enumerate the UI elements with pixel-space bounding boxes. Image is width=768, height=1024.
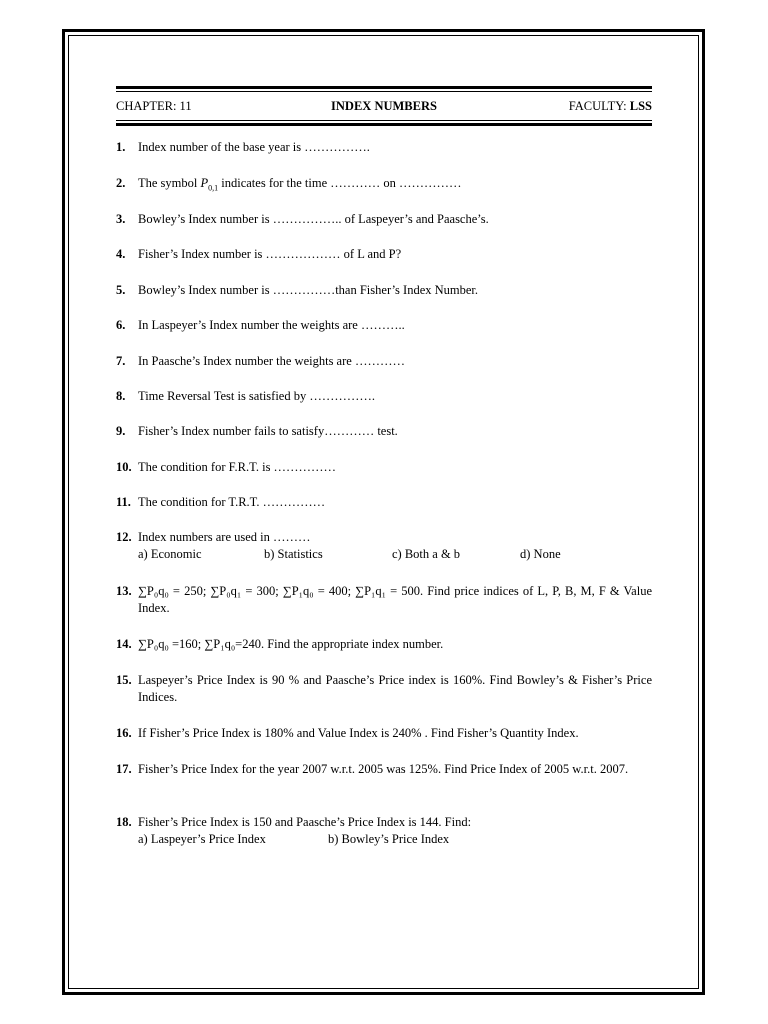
- question-number: 12.: [116, 530, 132, 544]
- question-number: 18.: [116, 815, 132, 829]
- option-d: d) None: [520, 547, 561, 561]
- question-text: Time Reversal Test is satisfied by …………….: [138, 389, 375, 403]
- question-text: Laspeyer’s Price Index is 90 % and Paasche’s Price index is 160%. Find Bowley’s & Fisher’s Price Indices.: [138, 673, 652, 704]
- symbol-p: P: [200, 176, 209, 190]
- header-rule-bottom-thin: [116, 120, 652, 121]
- question-item: [116, 583, 652, 617]
- question-item: [116, 494, 652, 511]
- question-number: 4.: [116, 247, 126, 261]
- question-number: 5.: [116, 283, 126, 297]
- question-number: 16.: [116, 726, 132, 740]
- question-item: [116, 282, 652, 299]
- question-number: 1.: [116, 140, 126, 154]
- question-item: [116, 814, 652, 848]
- question-text: ∑P₀q₀ =160; ∑P₁q₀=240. Find the appropriate index number.: [138, 637, 444, 651]
- question-number: 17.: [116, 762, 132, 776]
- question-text: In Laspeyer’s Index number the weights are ………..: [138, 318, 405, 332]
- answer-options: [138, 546, 652, 563]
- question-text: The condition for F.R.T. is ……………: [138, 460, 337, 474]
- question-item: [116, 317, 652, 334]
- question-number: 3.: [116, 212, 126, 226]
- question-item: [116, 246, 652, 263]
- question-item: [116, 175, 652, 197]
- question-item: [116, 672, 652, 706]
- question-number: 2.: [116, 176, 126, 190]
- question-text: Bowley’s Index number is …………….. of Laspeyer’s and Paasche’s.: [138, 212, 489, 226]
- question-text: ∑P₀q₀ = 250; ∑P₀q₁ = 300; ∑P₁q₀ = 400; ∑P₁q₁ = 500. Find price indices of L, P, B, M, F & Value Index.: [138, 584, 652, 615]
- question-text: Fisher’s Index number fails to satisfy………… test.: [138, 424, 398, 438]
- option-a: a) Economic: [138, 547, 202, 561]
- question-text: The condition for T.R.T. ……………: [138, 495, 326, 509]
- question-text: The symbol $P_{0,1}$ indicates for the time ………… on ……………: [138, 176, 462, 193]
- question-text: Fisher’s Index number is ……………… of L and P?: [138, 247, 402, 261]
- symbol-subscript: 0,1: [208, 183, 219, 193]
- question-item: [116, 211, 652, 228]
- question-text: Bowley’s Index number is ……………than Fisher’s Index Number.: [138, 283, 479, 297]
- faculty-prefix: FACULTY:: [568, 99, 630, 113]
- header-rule-top-thick: [116, 86, 652, 89]
- question-item: [116, 761, 652, 778]
- question-number: 15.: [116, 673, 132, 687]
- chapter-label: CHAPTER: 11: [116, 99, 192, 113]
- answer-options: [138, 831, 652, 848]
- faculty-label: [569, 99, 652, 114]
- question-item: [116, 139, 652, 156]
- question-item: [116, 636, 652, 653]
- option-a: a) Laspeyer’s Price Index: [138, 832, 266, 846]
- question-number: 11.: [116, 495, 131, 509]
- question-number: 14.: [116, 637, 132, 651]
- question-number: 8.: [116, 389, 126, 403]
- header-rule-top-thin: [116, 91, 652, 92]
- question-text: In Paasche’s Index number the weights are …………: [138, 354, 405, 368]
- question-item: [116, 459, 652, 476]
- option-c: c) Both a & b: [392, 547, 461, 561]
- question-text: Fisher’s Price Index is 150 and Paasche’s Price Index is 144. Find:: [138, 815, 472, 829]
- question-text: Fisher’s Price Index for the year 2007 w.r.t. 2005 was 125%. Find Price Index of 2005 w.r.t. 2007.: [138, 762, 629, 776]
- question-text: Index number of the base year is …………….: [138, 140, 370, 154]
- header-bar: [116, 99, 652, 115]
- page-title: INDEX NUMBERS: [331, 99, 437, 113]
- header-rule-bottom-thick: [116, 123, 652, 126]
- question-item: [116, 725, 652, 742]
- question-item: [116, 353, 652, 370]
- question-number: 7.: [116, 354, 126, 368]
- question-number: 6.: [116, 318, 126, 332]
- question-number: 10.: [116, 460, 132, 474]
- question-item: [116, 423, 652, 440]
- question-text: Index numbers are used in ………: [138, 530, 311, 544]
- question-number: 13.: [116, 584, 132, 598]
- option-b: b) Bowley’s Price Index: [328, 832, 450, 846]
- question-text: If Fisher’s Price Index is 180% and Value Index is 240% . Find Fisher’s Quantity Index.: [138, 726, 579, 740]
- question-number: 9.: [116, 424, 126, 438]
- option-b: b) Statistics: [264, 547, 323, 561]
- question-item: [116, 388, 652, 405]
- faculty-name: LSS: [629, 99, 652, 113]
- question-item: [116, 529, 652, 563]
